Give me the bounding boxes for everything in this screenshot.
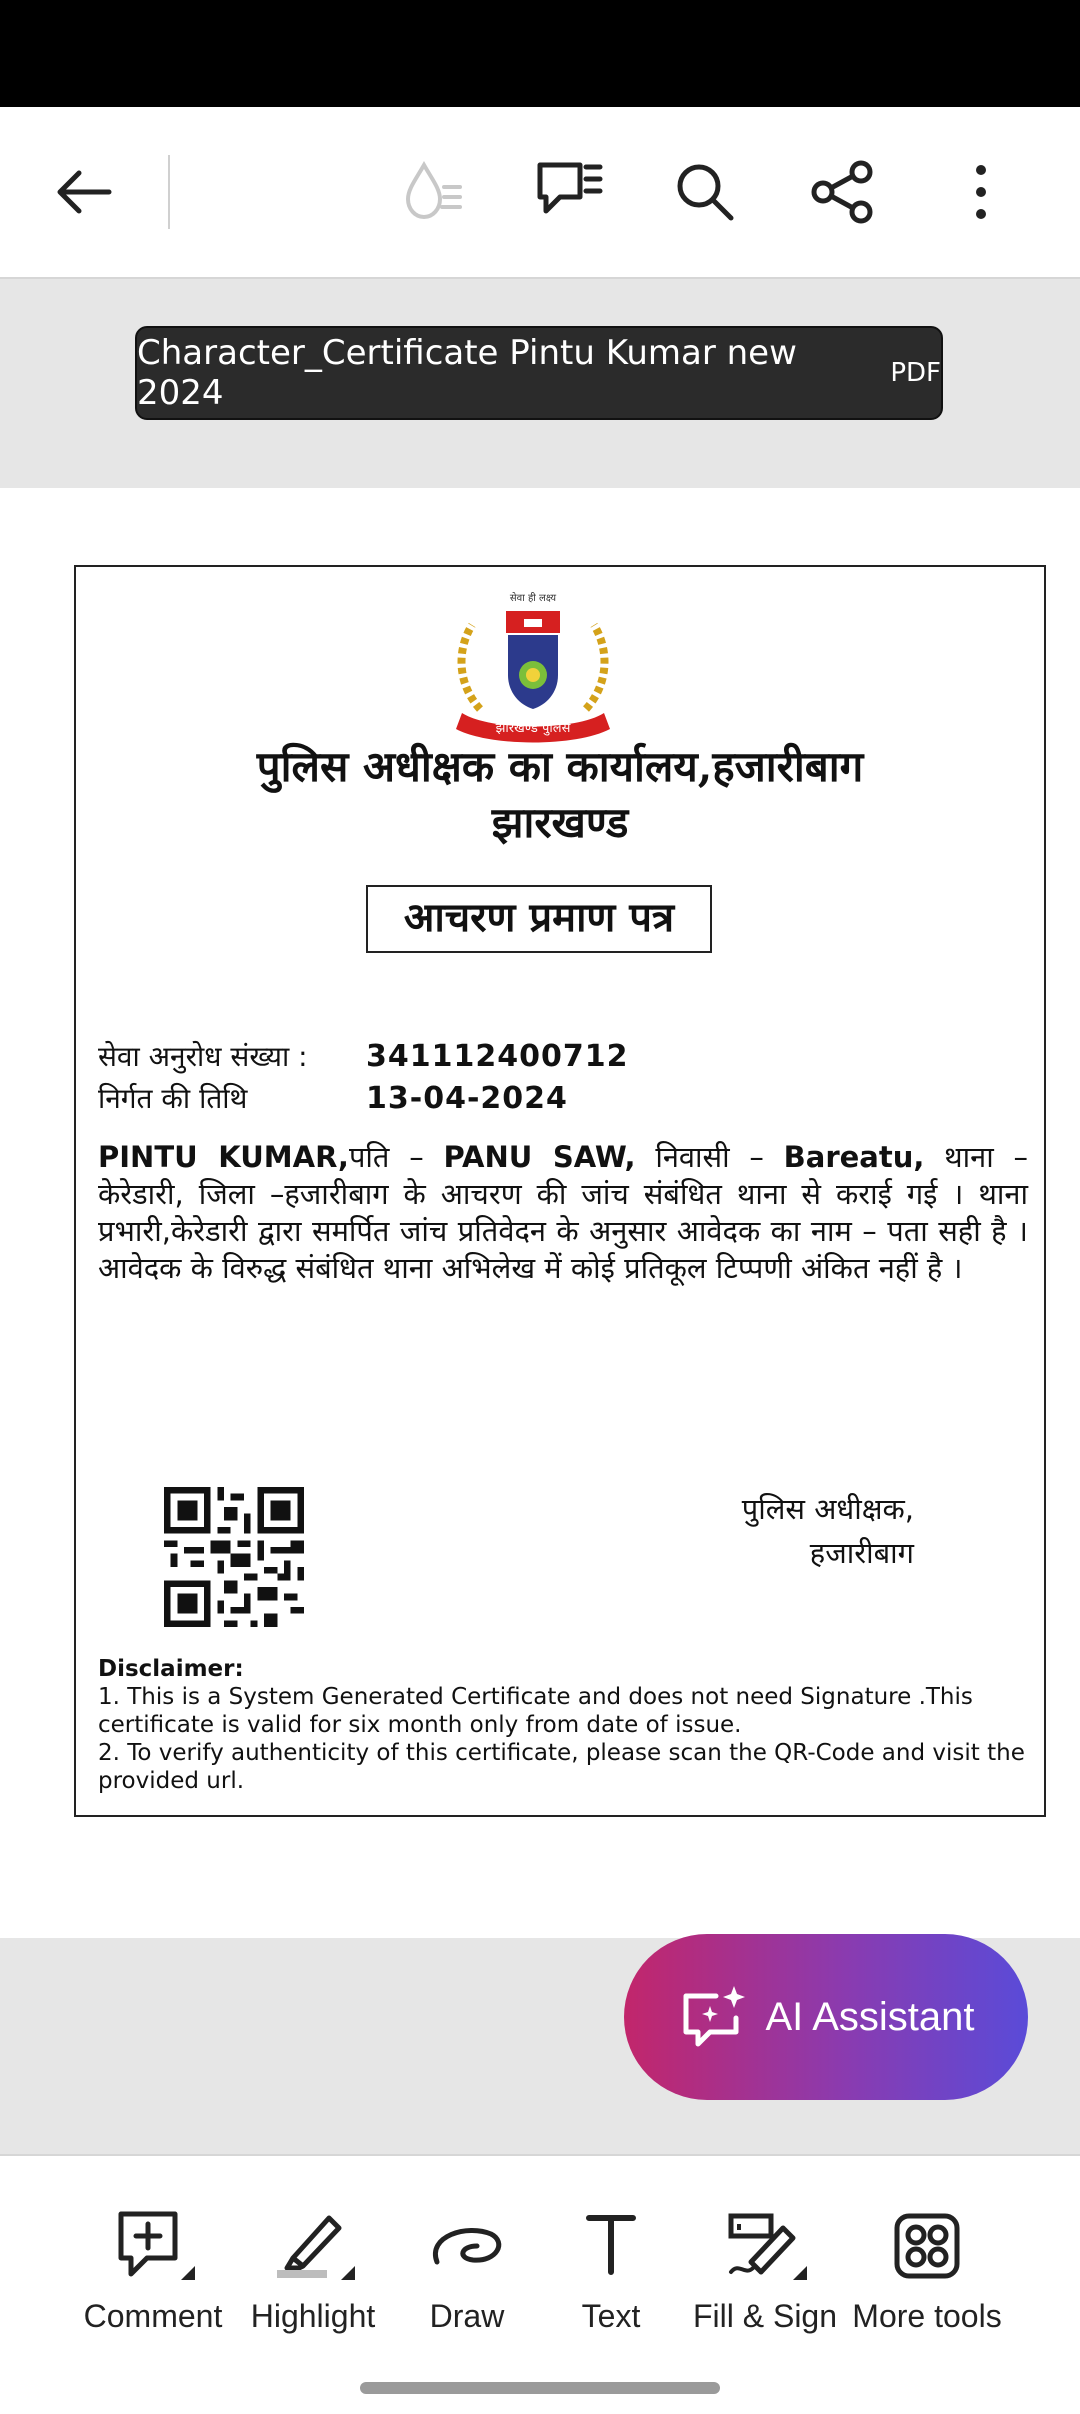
- share-icon: [811, 160, 875, 224]
- tool-highlight-label: Highlight: [250, 2298, 376, 2334]
- disclaimer-title: Disclaimer:: [98, 1656, 244, 1682]
- document-title-pill: [135, 326, 943, 420]
- document-file-type: PDF: [890, 358, 941, 388]
- emblem-motto: सेवा ही लक्ष्य: [509, 593, 557, 604]
- comments-panel-button[interactable]: [534, 157, 604, 227]
- highlighter-icon: [263, 2206, 363, 2286]
- tool-highlight[interactable]: [228, 2206, 398, 2335]
- guardian-name: PANU SAW,: [443, 1140, 636, 1174]
- certificate-body: [98, 1139, 1028, 1287]
- fill-sign-icon: [715, 2206, 815, 2286]
- tool-more-tools[interactable]: [842, 2206, 1012, 2335]
- search-button[interactable]: [670, 157, 740, 227]
- signatory-title: पुलिस अधीक्षक,: [741, 1492, 914, 1526]
- draw-icon: [417, 2206, 517, 2286]
- back-arrow-icon: [53, 167, 113, 217]
- top-toolbar: [0, 107, 1080, 279]
- certificate-frame: [74, 565, 1046, 1817]
- office-title-line2: झारखण्ड: [491, 798, 629, 847]
- village-name: Bareatu,: [783, 1140, 925, 1174]
- ai-assistant-label: AI Assistant: [765, 1994, 975, 2039]
- more-options-button[interactable]: [946, 157, 1016, 227]
- share-button[interactable]: [808, 157, 878, 227]
- disclaimer-item-1: 1. This is a System Generated Certificate and does not need Signature .This certificate is valid for six month only from date of issue.: [98, 1684, 973, 1738]
- disclaimer-block: [98, 1655, 1028, 1795]
- police-emblem-icon: [440, 589, 626, 749]
- search-icon: [673, 160, 737, 224]
- bottom-tool-bar: [0, 2154, 1080, 2414]
- more-vertical-icon: [971, 162, 991, 222]
- issue-date-row: [98, 1079, 568, 1117]
- qr-code-icon[interactable]: [164, 1487, 304, 1627]
- tool-comment-label: Comment: [83, 2298, 223, 2334]
- signatory-location: हजारीबाग: [809, 1536, 914, 1570]
- grid-icon: [887, 2206, 967, 2286]
- relation-label: पति –: [348, 1140, 424, 1174]
- certificate-heading: आचरण प्रमाण पत्र: [366, 885, 712, 953]
- text-icon: [561, 2206, 661, 2286]
- comment-add-icon: [103, 2206, 203, 2286]
- tool-draw-label: Draw: [429, 2298, 505, 2334]
- toolbar-divider: [168, 155, 170, 229]
- tool-more-tools-label: More tools: [852, 2298, 1002, 2334]
- liquid-mode-button[interactable]: [396, 157, 466, 227]
- request-number-label: सेवा अनुरोध संख्या :: [98, 1040, 308, 1073]
- issue-date-label: निर्गत की तिथि: [98, 1082, 248, 1115]
- applicant-name: PINTU KUMAR,: [98, 1140, 349, 1174]
- pdf-page[interactable]: [0, 488, 1080, 1938]
- resident-label: निवासी –: [655, 1140, 764, 1174]
- request-number-value: 341112400712: [366, 1039, 629, 1074]
- home-indicator[interactable]: [360, 2382, 720, 2394]
- comment-list-icon: [534, 157, 604, 227]
- body-text: थाना – केरेडारी, जिला –हजारीबाग के आचरण की जांच संबंधित थाना से कराई गई । थाना प्रभारी,केरेडारी द्वारा समर्पित जांच प्रतिवेदन के अनुसार आवेदक का नाम – पता सही है । आवेदक के विरुद्ध संबंधित थाना अभिलेख में कोई प्रतिकूल टिप्पणी अंकित नहीं है ।: [98, 1140, 1029, 1285]
- status-bar: [0, 0, 1080, 107]
- document-file-name: Character_Certificate Pintu Kumar new 2024: [137, 333, 797, 413]
- tool-text[interactable]: [526, 2206, 696, 2335]
- request-number-row: [98, 1037, 629, 1075]
- ai-sparkle-chat-icon: [678, 1984, 748, 2050]
- tool-fill-sign[interactable]: [680, 2206, 850, 2335]
- disclaimer-item-2: 2. To verify authenticity of this certificate, please scan the QR-Code and visit the provided url.: [98, 1740, 1025, 1794]
- office-title: [76, 739, 1044, 851]
- tool-comment[interactable]: [68, 2206, 238, 2335]
- ai-assistant-button[interactable]: [624, 1934, 1028, 2100]
- back-button[interactable]: [48, 157, 118, 227]
- issue-date-value: 13-04-2024: [366, 1081, 568, 1116]
- emblem-banner: झारखण्ड पुलिस: [495, 721, 571, 736]
- tool-fill-sign-label: Fill & Sign: [692, 2298, 838, 2334]
- office-title-line1: पुलिस अधीक्षक का कार्यालय,हजारीबाग: [256, 742, 864, 791]
- liquid-mode-icon: [396, 157, 466, 227]
- tool-text-label: Text: [581, 2298, 641, 2334]
- signatory-block: [742, 1487, 914, 1575]
